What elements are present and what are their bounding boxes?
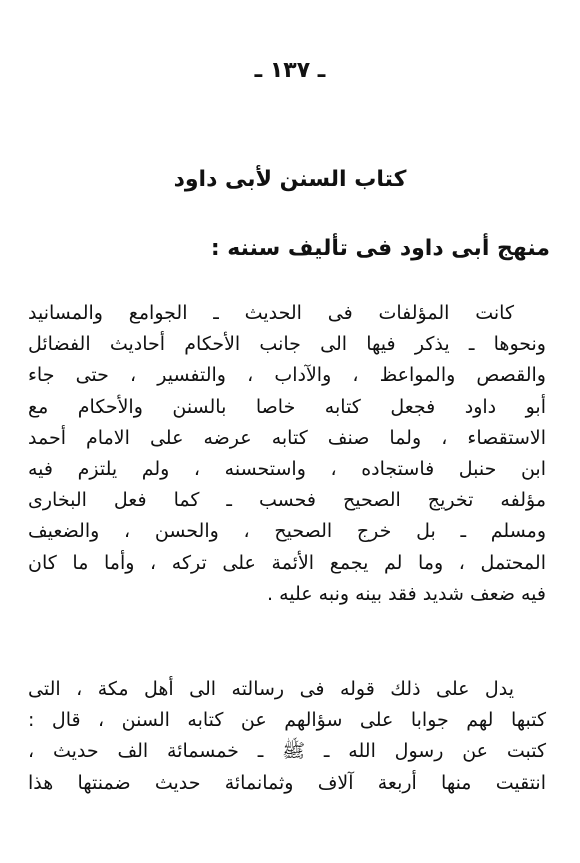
text-line: المحتمل ، وما لم يجمع الأئمة على تركه ، وأما ما كان: [28, 551, 546, 574]
text-line: الاستقصاء ، ولما صنف كتابه عرضه على الامام أحمد: [28, 426, 546, 449]
text-line: أبو داود فجعل كتابه خاصا بالسنن والأحكام مع: [28, 395, 546, 418]
text-line: ابن حنبل فاستجاده ، واستحسنه ، ولم يلتزم فيه: [28, 458, 546, 481]
text-line: كانت المؤلفات فى الحديث ـ الجوامع والمسانيد: [28, 302, 514, 324]
section-heading: منهج أبى داود فى تأليف سننه :: [210, 236, 550, 261]
text-line: مؤلفه تخريج الصحيح فحسب ـ كما فعل البخارى: [28, 489, 546, 512]
chapter-title: كتاب السنن لأبى داود: [173, 167, 407, 192]
text-line: ومسلم ـ بل خرج الصحيح ، والحسن ، والضعيف: [28, 520, 546, 543]
text-line: يدل على ذلك قوله فى رسالته الى أهل مكة ، التى: [28, 678, 514, 700]
page-number: ـ ١٣٧ ـ: [254, 58, 326, 83]
text-line: والقصص والمواعظ ، والآداب ، والتفسير ، حتى جاء: [28, 364, 546, 387]
text-line: ونحوها ـ يذكر فيها الى جانب الأحكام أحاديث الفضائل: [28, 333, 546, 356]
text-line: كتبها لهم جوابا على سؤالهم عن كتابه السنن ، قال :: [28, 709, 546, 732]
text-line: انتقيت منها أربعة آلاف وثمانمائة حديث ضمنتها هذا: [28, 771, 546, 794]
paragraph-2: [28, 674, 546, 799]
paragraph-1: [28, 298, 546, 610]
text-line: كتبت عن رسول الله ـ ﷺ ـ خمسمائة الف حديث ،: [28, 740, 546, 763]
text-line: فيه ضعف شديد فقد بينه ونبه عليه .: [267, 582, 546, 605]
